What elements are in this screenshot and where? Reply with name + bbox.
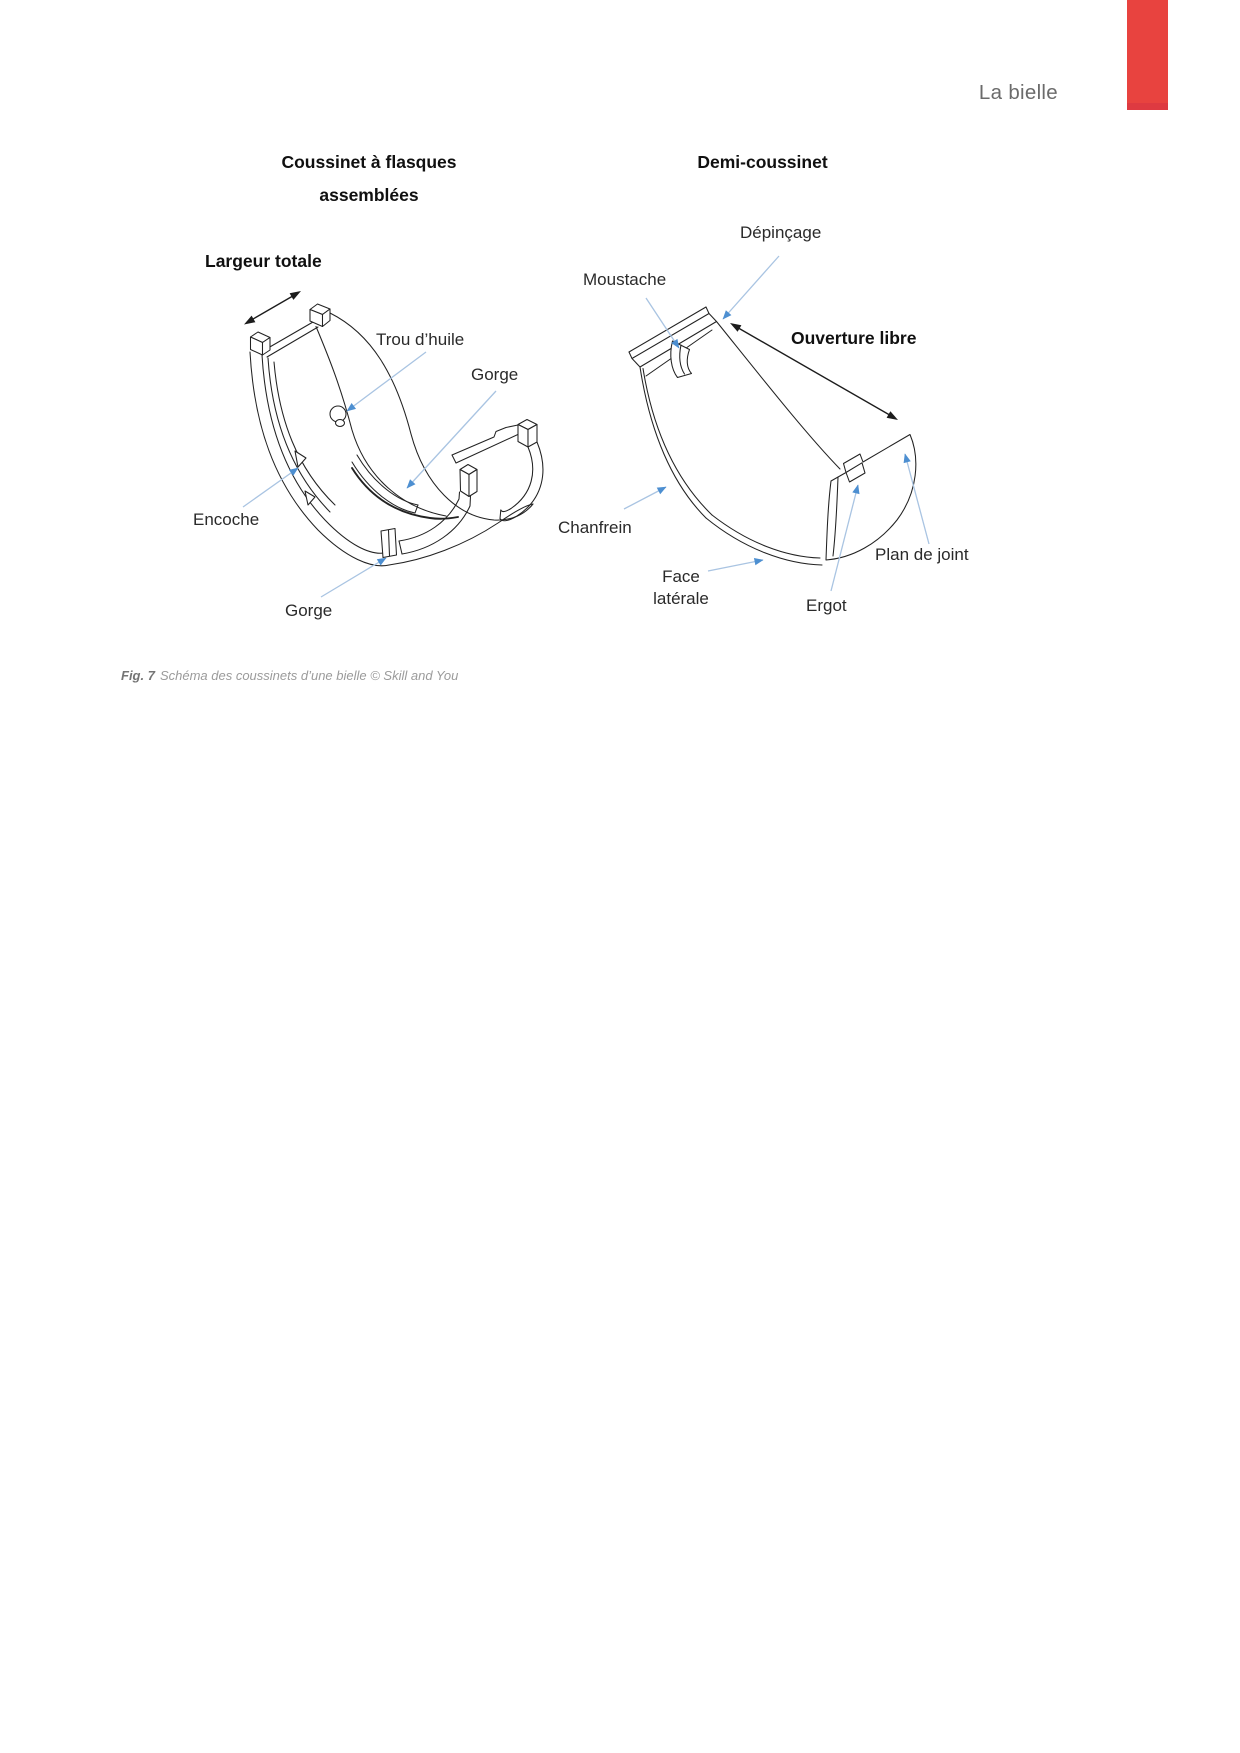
figure-caption bbox=[121, 668, 458, 683]
label-face-laterale bbox=[628, 566, 734, 610]
label-ouverture-libre: Ouverture libre bbox=[791, 328, 917, 348]
label-gorge-right: Gorge bbox=[471, 365, 519, 384]
label-chanfrein: Chanfrein bbox=[558, 518, 632, 537]
label-face-laterale-line1: Face bbox=[662, 567, 700, 586]
left-diagram-title-line1: Coussinet à flasques bbox=[281, 152, 457, 172]
label-largeur-totale: Largeur totale bbox=[205, 251, 322, 271]
label-trou-dhuile: Trou d’huile bbox=[376, 330, 465, 349]
label-face-laterale-line2: latérale bbox=[653, 589, 709, 608]
label-depincage: Dépinçage bbox=[740, 223, 822, 242]
right-diagram-title: Demi-coussinet bbox=[697, 152, 828, 172]
left-diagram-title-line2: assemblées bbox=[319, 185, 419, 205]
label-gorge-bottom: Gorge bbox=[285, 601, 333, 620]
label-ergot: Ergot bbox=[806, 596, 847, 615]
label-encoche: Encoche bbox=[193, 510, 260, 529]
left-diagram-title bbox=[238, 146, 500, 212]
figure-number: Fig. 7 bbox=[121, 668, 155, 683]
dimension-arrows bbox=[244, 291, 898, 420]
label-moustache: Moustache bbox=[583, 270, 667, 289]
running-header: La bielle bbox=[978, 81, 1058, 104]
bearing-diagrams-line-art bbox=[0, 0, 1240, 760]
figure-caption-text: Schéma des coussinets d’une bielle © Skill and You bbox=[159, 668, 459, 683]
label-plan-de-joint: Plan de joint bbox=[875, 545, 969, 564]
